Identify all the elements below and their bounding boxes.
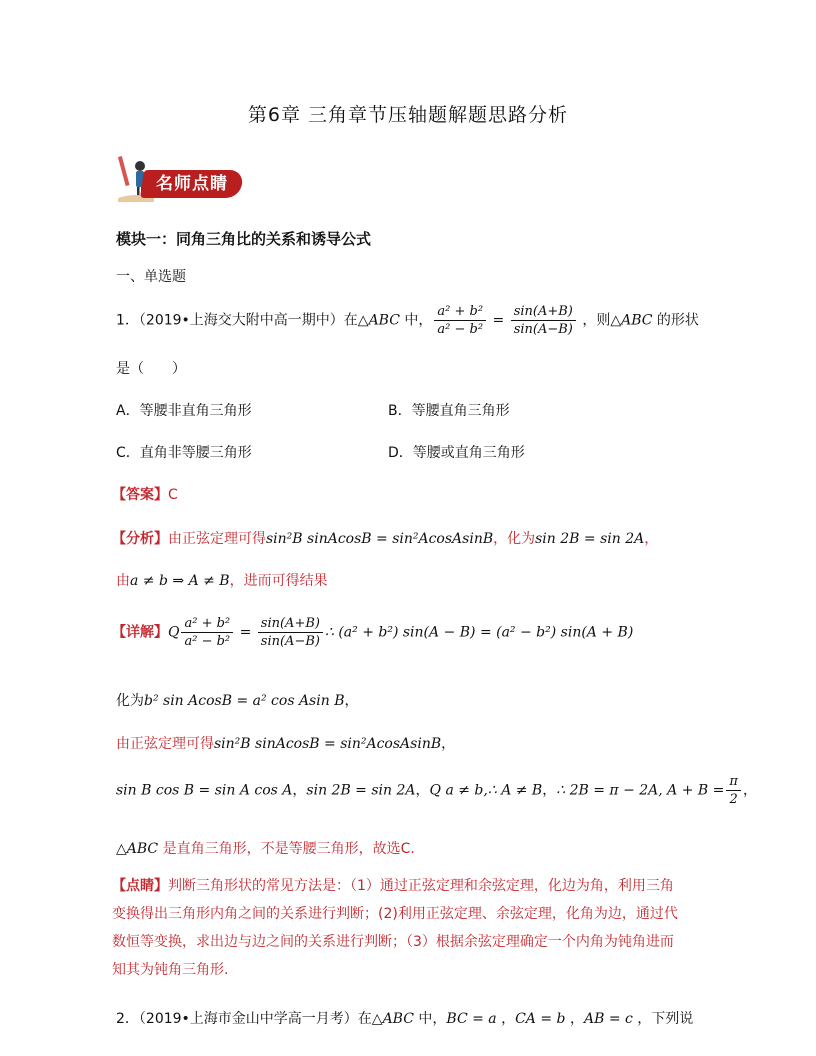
q1-frac-numerator: a² + b² <box>434 304 486 321</box>
analysis2-text-2: ，进而可得结果 <box>229 573 328 589</box>
detail4-c2: ， <box>415 782 430 799</box>
q2-sep-1: ， <box>496 1011 516 1027</box>
answer-label: 【答案】 <box>112 487 168 503</box>
detail-equals: = <box>235 624 256 641</box>
q2-sep-2: ， <box>565 1011 584 1027</box>
detail-frac2-numerator: sin(A+B) <box>258 616 323 633</box>
detail-line-2 <box>116 690 358 710</box>
detail4-c3: ， <box>542 782 557 799</box>
detail-math: ∴ (a² + b²) sin(A − B) = (a² − b²) sin(A + B) <box>324 624 634 641</box>
q2-ca: CA = b <box>515 1011 566 1027</box>
q2-lead: 2．（2019•上海市金山中学高一月考）在 <box>116 1011 372 1027</box>
point-block <box>112 872 712 984</box>
option-d: D．等腰或直角三角形 <box>388 445 525 461</box>
analysis-line-2 <box>116 570 328 590</box>
q2-mid: 中， <box>413 1011 447 1027</box>
q1-lead: 1．（2019•上海交大附中高一期中）在 <box>116 312 358 329</box>
q1-triangle-2: △ABC <box>610 312 653 329</box>
q2-tail: ，下列说 <box>632 1011 694 1027</box>
teacher-tip-banner <box>116 152 246 204</box>
detail2-math: b² sin AcosB = a² cos Asin B <box>144 693 345 709</box>
detail4-c1: ， <box>292 782 307 799</box>
analysis2-text: 由 <box>116 573 130 589</box>
q1-tail: ，则 <box>577 312 611 329</box>
q1-frac2-numerator: sin(A+B) <box>511 304 576 321</box>
detail-line-4 <box>116 774 757 807</box>
detail2-text: 化为 <box>116 693 144 709</box>
option-b: B．等腰直角三角形 <box>388 403 510 419</box>
q2-bc: BC = a <box>446 1011 497 1027</box>
q2-triangle: △ABC <box>371 1011 414 1027</box>
analysis-text-3: ， <box>644 531 659 547</box>
detail5-choice: C. <box>400 841 415 857</box>
detail-line-5 <box>116 838 415 858</box>
detail-because: Q <box>168 624 180 641</box>
detail4-math-4: ∴ 2B = π − 2A, A + B = <box>556 782 725 799</box>
q1-frac-denominator: a² − b² <box>437 322 484 337</box>
q2-ab: AB = c <box>583 1011 633 1027</box>
question-1-stem-line-2: 是（ ） <box>116 361 186 377</box>
detail-line-3 <box>116 733 455 753</box>
analysis-label: 【分析】 <box>112 531 168 547</box>
detail-frac-denominator: a² − b² <box>184 634 231 649</box>
detail4-math-2: sin 2B = sin 2A <box>306 782 416 799</box>
q1-mid: 中， <box>399 312 433 329</box>
detail3-text: 由正弦定理可得 <box>116 736 214 752</box>
detail5-text: 是直角三角形，不是等腰三角形，故选 <box>158 841 401 857</box>
option-a: A．等腰非直角三角形 <box>116 403 252 419</box>
q1-frac2-denominator: sin(A−B) <box>513 322 573 337</box>
page-title: 第6章 三角章节压轴题解题思路分析 <box>247 104 569 126</box>
analysis-text-2: ，化为 <box>493 531 536 547</box>
q1-tail-2: 的形状 <box>652 312 699 329</box>
detail2-tail: ， <box>344 693 359 709</box>
analysis-line <box>112 528 658 548</box>
detail4-two: 2 <box>729 792 738 807</box>
detail4-c4: ， <box>742 782 757 799</box>
question-1-stem <box>116 304 699 337</box>
detail5-triangle: △ABC <box>116 841 159 857</box>
analysis-text: 由正弦定理可得 <box>168 531 266 547</box>
banner-label: 名师点睛 <box>156 174 228 194</box>
point-line-4: 知其为钝角三角形. <box>112 962 229 978</box>
detail4-math-1: sin B cos B = sin A cos A <box>116 782 293 799</box>
detail-label: 【详解】 <box>112 624 168 641</box>
point-line-1: 判断三角形状的常见方法是：（1）通过正弦定理和余弦定理，化边为角，利用三角 <box>168 878 674 894</box>
section-heading: 模块一：同角三角比的关系和诱导公式 <box>116 230 372 248</box>
analysis-math-2: sin 2B = sin 2A <box>535 531 645 547</box>
detail3-tail: ， <box>441 736 456 752</box>
point-label: 【点睛】 <box>112 878 168 894</box>
point-line-2: 变换得出三角形内角之间的关系进行判断；(2)利用正弦定理、余弦定理，化角为边，通过代 <box>112 906 678 922</box>
answer-value: C <box>168 487 178 503</box>
detail-line-1 <box>112 616 633 649</box>
answer-line <box>112 484 178 504</box>
point-line-3: 数恒等变换，求出边与边之间的关系进行判断；（3）根据余弦定理确定一个内角为钝角进而 <box>112 934 674 950</box>
question-type: 一、单选题 <box>116 269 186 285</box>
detail4-math-3: Q a ≠ b,∴ A ≠ B <box>429 782 543 799</box>
q1-triangle: △ABC <box>357 312 400 329</box>
detail-frac-numerator: a² + b² <box>181 616 233 633</box>
detail3-math: sin²B sinAcosB = sin²AcosAsinB <box>214 736 442 752</box>
analysis2-math: a ≠ b ⇒ A ≠ B <box>130 573 230 589</box>
option-c: C．直角非等腰三角形 <box>116 445 252 461</box>
detail4-pi: π <box>726 774 741 791</box>
q1-equals: = <box>488 312 509 329</box>
detail-frac2-denominator: sin(A−B) <box>260 634 320 649</box>
analysis-math: sin²B sinAcosB = sin²AcosAsinB <box>266 531 494 547</box>
question-2-stem <box>116 1008 693 1028</box>
